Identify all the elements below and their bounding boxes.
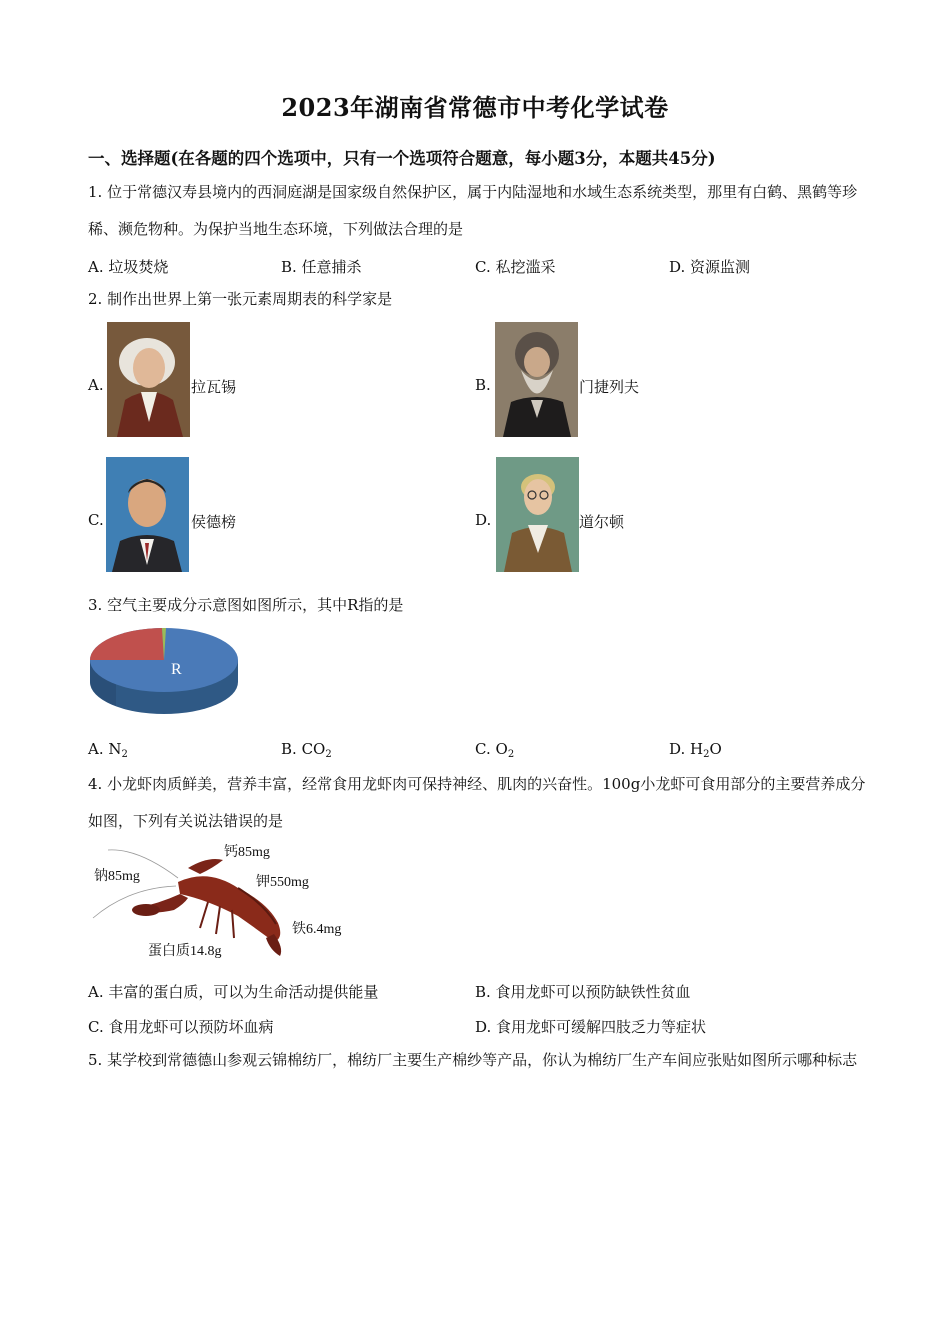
page-title: 2023年湖南省常德市中考化学试卷 <box>281 93 669 122</box>
q4-option-c: C. 食用龙虾可以预防坏血病 <box>88 1018 274 1036</box>
label-protein: 蛋白质14.8g <box>148 944 222 959</box>
question-2-stem: 2. 制作出世界上第一张元素周期表的科学家是 <box>88 290 393 308</box>
question-4-stem: 4. 小龙虾肉质鲜美，营养丰富，经常食用龙虾肉可保持神经、肌肉的兴奋性。100g小龙虾可食用部分的主要营养成分如图，下列有关说法错误的是 <box>88 775 866 830</box>
q2-option-a-letter: A. <box>88 376 104 394</box>
q3-option-d: D. $H_2O$ <box>669 740 722 760</box>
section-header: 一、选择题(在各题的四个选项中，只有一个选项符合题意，每小题3分，本题共45分) <box>88 149 716 168</box>
q4-option-a: A. 丰富的蛋白质，可以为生命活动提供能量 <box>88 983 379 1001</box>
q1-option-a: A. 垃圾焚烧 <box>88 258 169 276</box>
q1-option-d: D. 资源监测 <box>669 258 751 276</box>
q2-option-d-letter: D. <box>475 511 492 529</box>
q2-option-b-name: 门捷列夫 <box>579 378 640 396</box>
mendeleev-portrait <box>495 322 578 437</box>
q2-option-c-letter: C. <box>88 511 104 529</box>
q4-option-d: D. 食用龙虾可缓解四肢乏力等症状 <box>475 1018 707 1036</box>
lavoisier-portrait <box>107 322 190 437</box>
label-sodium: 钠85mg <box>94 869 140 884</box>
q2-option-c-name: 侯德榜 <box>191 513 237 531</box>
hou-debang-portrait <box>106 457 189 572</box>
q1-option-b: B. 任意捕杀 <box>281 258 362 276</box>
crayfish-nutrition-figure <box>88 838 358 966</box>
air-composition-pie <box>86 624 242 720</box>
label-calcium: 钙85mg <box>224 845 270 860</box>
q3-option-a: A. $N_2$ <box>88 740 128 760</box>
question-5-stem: 5. 某学校到常德德山参观云锦棉纺厂，棉纺厂主要生产棉纱等产品，你认为棉纺厂生产车间应张贴如图所示哪种标志 <box>88 1051 858 1069</box>
q3-option-b: B. $CO_2$ <box>281 740 332 760</box>
pie-label-r: R <box>171 661 182 678</box>
q3-option-c: C. $O_2$ <box>475 740 515 760</box>
label-potassium: 钾550mg <box>256 875 309 890</box>
q4-option-b: B. 食用龙虾可以预防缺铁性贫血 <box>475 983 691 1001</box>
question-1-stem: 1. 位于常德汉寿县境内的西洞庭湖是国家级自然保护区，属于内陆湿地和水域生态系统类型，那里有白鹤、黑鹤等珍稀、濒危物种。为保护当地生态环境，下列做法合理的是 <box>88 183 858 238</box>
q2-option-a-name: 拉瓦锡 <box>191 378 237 396</box>
q2-option-d-name: 道尔顿 <box>579 513 625 531</box>
question-3-stem: 3. 空气主要成分示意图如图所示，其中R指的是 <box>88 596 404 614</box>
dalton-portrait <box>496 457 579 572</box>
q2-option-b-letter: B. <box>475 376 491 394</box>
label-iron: 铁6.4mg <box>292 922 342 937</box>
q1-option-c: C. 私挖滥采 <box>475 258 556 276</box>
